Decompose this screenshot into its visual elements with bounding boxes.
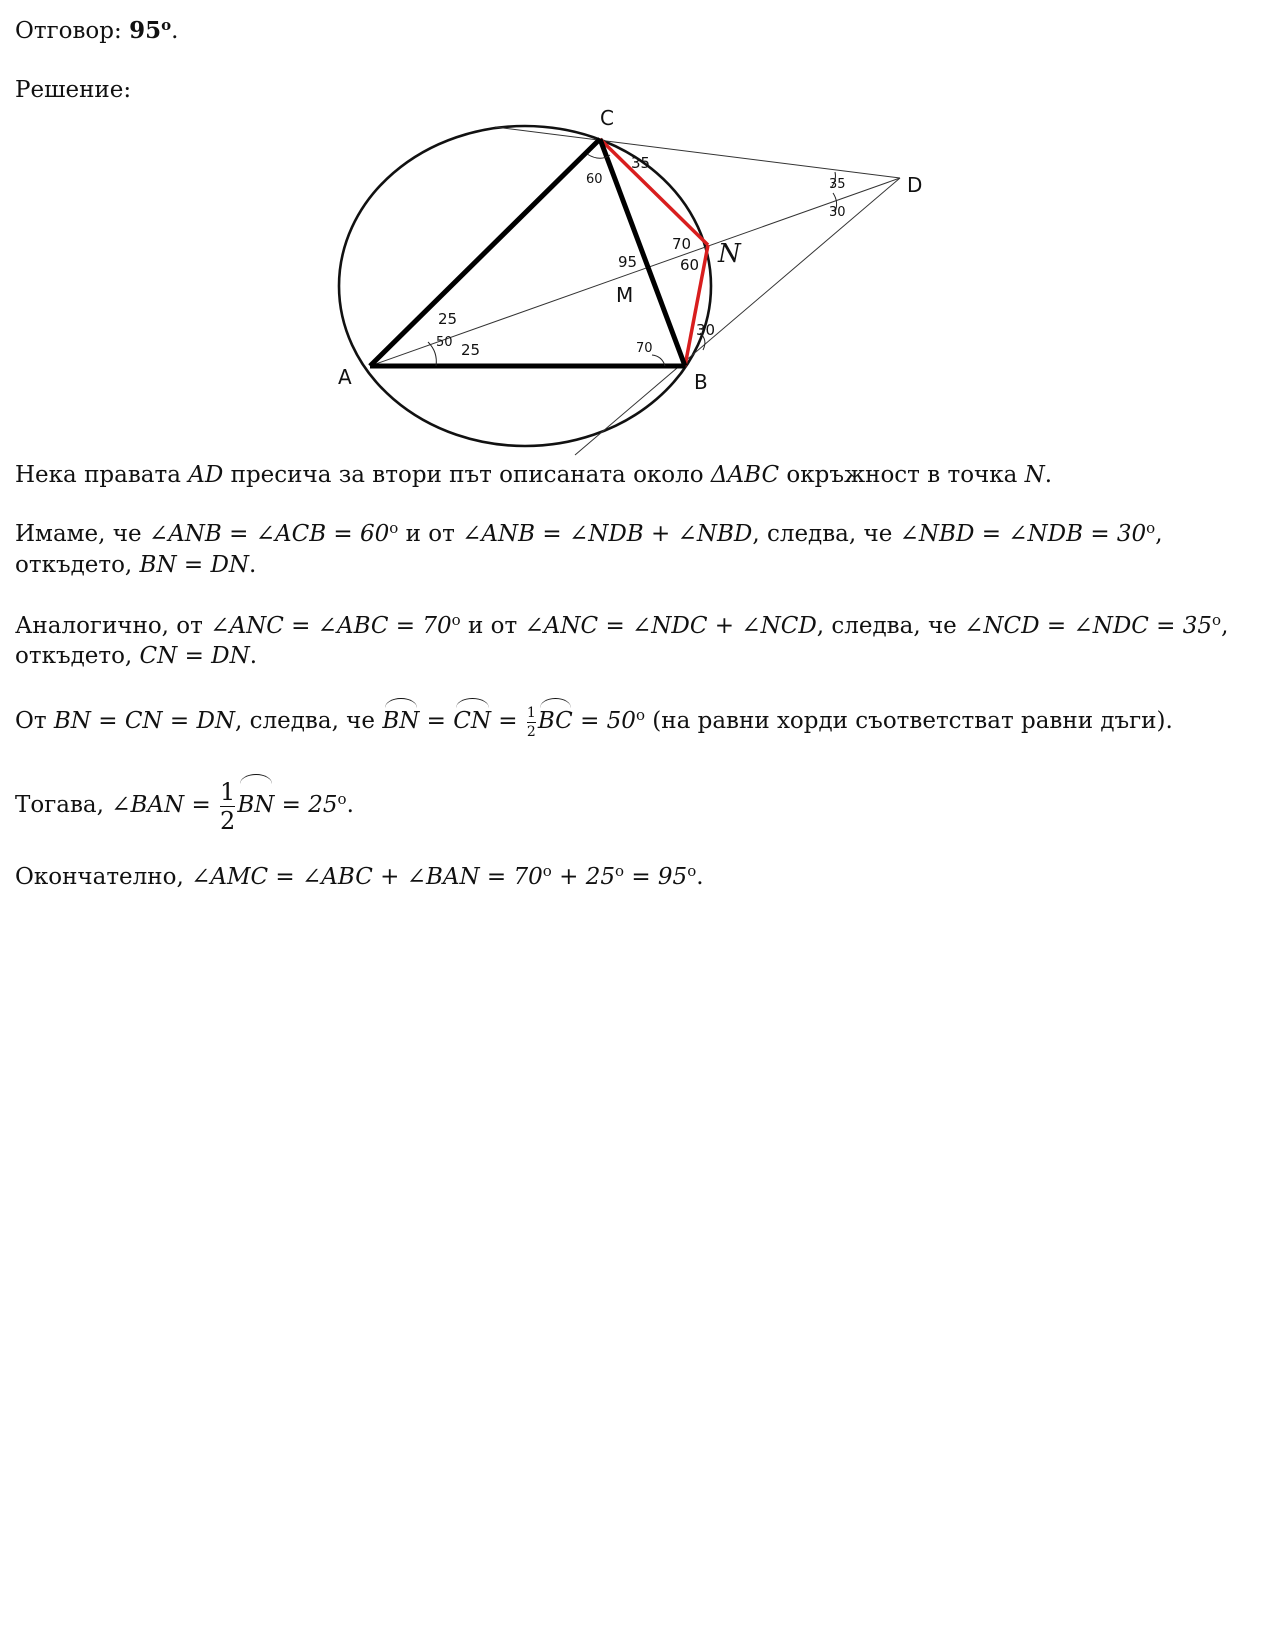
arc-BN: BN <box>382 701 419 741</box>
point-label-B: B <box>694 370 708 394</box>
angle-label-A-bottom: 25 <box>461 341 481 359</box>
angle-label-CN: 35 <box>631 154 651 172</box>
angle-label-A-top: 25 <box>438 310 458 328</box>
angle-label-B-right: 30 <box>696 321 716 339</box>
fraction-half: $\frac{1}{2}$ <box>526 704 536 740</box>
arc-BC: BC <box>538 701 573 741</box>
answer-line: Отговор: 95$^o$. <box>15 16 179 44</box>
line-BD <box>575 178 900 455</box>
solution-heading: Решение: <box>15 77 132 103</box>
angle-label-N-bottom: 60 <box>680 256 700 274</box>
point-label-A: A <box>338 365 352 389</box>
line-CD <box>495 127 900 178</box>
paragraph-cn-dn-2: откъдето, CN = DN. <box>15 643 258 669</box>
side-AC <box>370 139 600 366</box>
point-label-M: M <box>616 283 634 307</box>
angle-label-A-mid: 50 <box>436 335 453 350</box>
paragraph-bn-dn-2: откъдето, BN = DN. <box>15 552 257 578</box>
paragraph-intro: Нека правата AD пресича за втори път описаната около ΔABC окръжност в точка N. <box>15 462 1053 488</box>
paragraph-bn-dn-1: Имаме, че ∠ANB = ∠ACB = $60^o$ и от ∠ANB = ∠NDB + ∠NBD, следва, че ∠NBD = ∠NDB = $30^o$, <box>15 519 1163 547</box>
point-label-C: C <box>600 106 614 130</box>
paragraph-cn-dn-1: Аналогично, от ∠ANC = ∠ABC = $70^o$ и от ∠ANC = ∠NDC + ∠NCD, следва, че ∠NCD = ∠NDC = $35^o$, <box>15 611 1229 639</box>
angle-label-M: 95 <box>618 253 638 271</box>
paragraph-ban: Тогава, ∠BAN = $\frac{1}{2}$ BN = $25^o$. <box>15 777 354 835</box>
geometry-figure <box>330 100 930 460</box>
fraction-half-large: $\frac{1}{2}$ <box>220 777 236 835</box>
angle-label-C: 60 <box>586 172 603 187</box>
paragraph-arcs: От BN = CN = DN, следва, че BN = CN = $\frac{1}{2}$ BC = $50^o$ (на равни хорди съответстват равни дъги). <box>15 701 1173 741</box>
arc-BN-2: BN <box>237 777 274 833</box>
answer-label: Отговор: <box>15 18 122 44</box>
answer-value: 95$^o$ <box>129 16 172 44</box>
angle-label-D-top: 35 <box>829 177 846 192</box>
chord-CN <box>600 139 708 245</box>
point-label-D: D <box>907 173 923 197</box>
triangle-ABC <box>370 139 685 366</box>
angle-label-D-bottom: 30 <box>829 205 846 220</box>
angle-label-B-left: 70 <box>636 341 653 356</box>
arc-CN: CN <box>453 701 491 741</box>
red-chords <box>600 139 708 366</box>
point-label-N: N <box>718 239 741 269</box>
angle-label-N-top: 70 <box>672 235 692 253</box>
paragraph-conclusion: Окончателно, ∠AMC = ∠ABC + ∠BAN = $70^o + 25^o = 95^o$. <box>15 862 704 890</box>
